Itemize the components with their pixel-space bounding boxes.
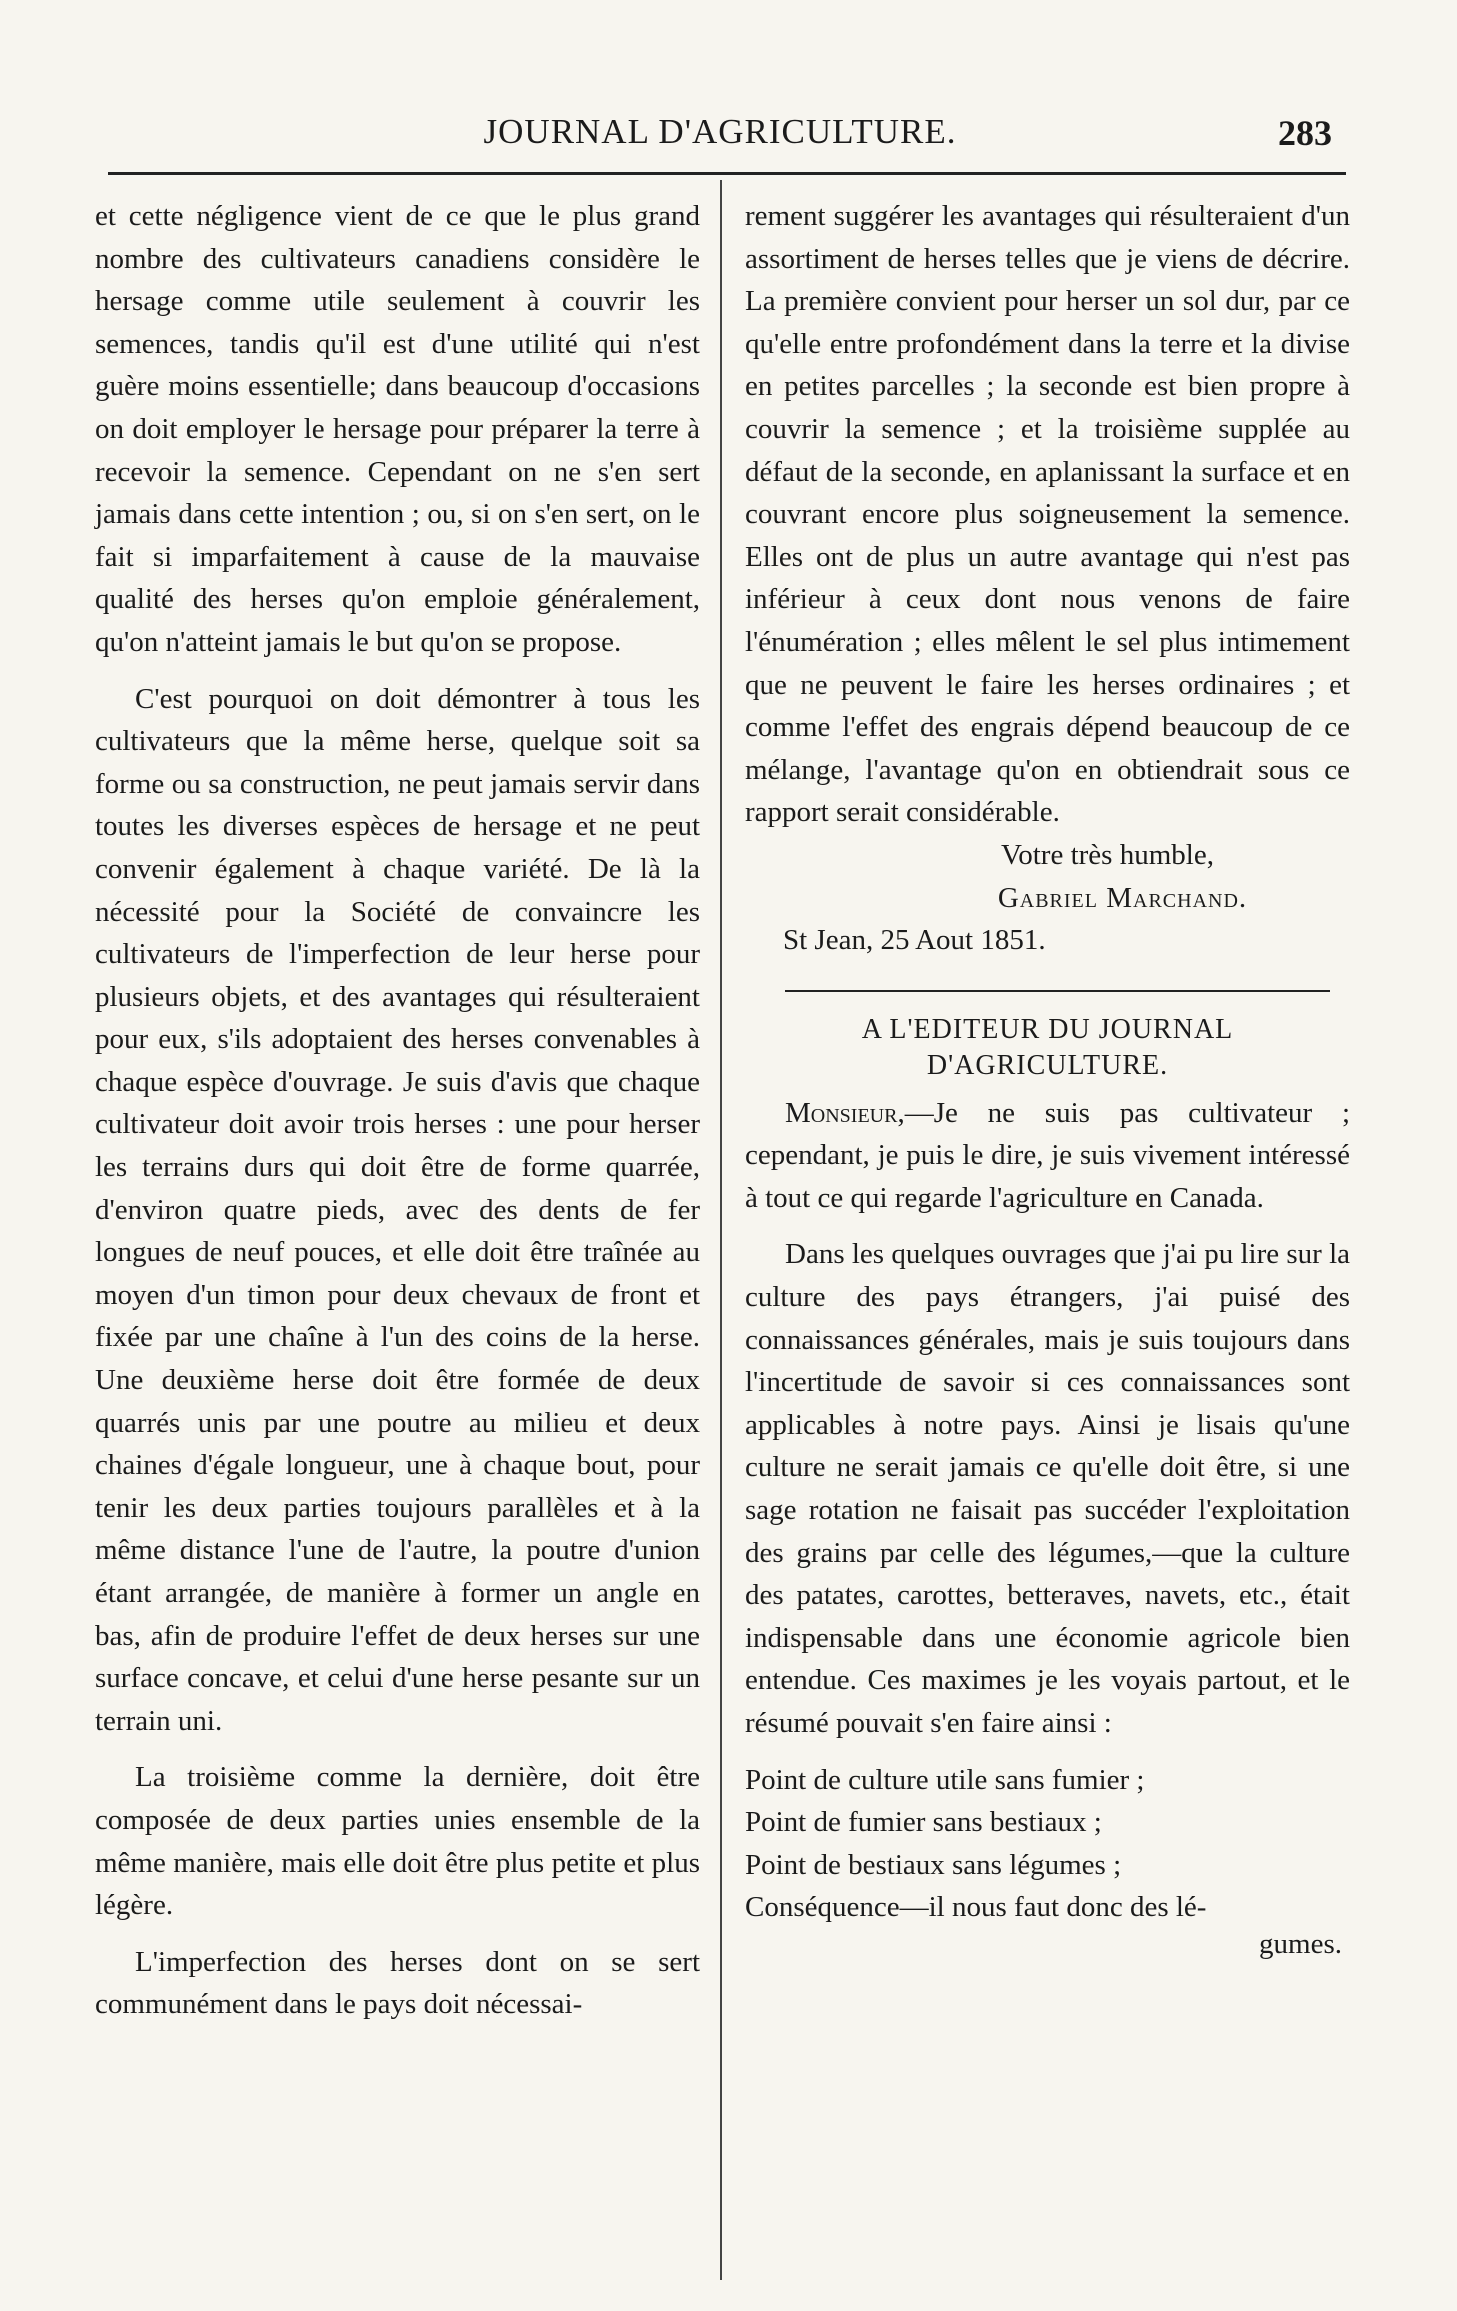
paragraph (745, 1092, 1350, 1220)
continued-word: gumes. (1259, 1927, 1342, 1960)
salutation: Monsieur, (785, 1096, 905, 1129)
right-column (745, 195, 1350, 1959)
page-number: 283 (1278, 113, 1332, 153)
column-divider (720, 180, 722, 2280)
paragraph: L'imperfection des herses dont on se sert communément dans le pays doit nécessai- (95, 1945, 700, 2021)
letter-closing (745, 834, 1350, 962)
paragraph: Dans les quelques ouvrages que j'ai pu lire sur la culture des pays étrangers, j'ai puisé des connaissances générales, mais je suis toujours dans l'incertitude de savoir si ces connaissances sont applicables à notre pays. Ainsi je lisais qu'une culture ne serait jamais ce qu'elle doit être, si une sage rotation ne faisait pas succéder l'exploitation des grains par celle des légumes,—que la culture des patates, carottes, betteraves, navets, etc., était indispensable dans une économie agricole bien entendue. Ces maximes je les voyais partout, et le résumé pouvait s'en faire ainsi : (745, 1238, 1350, 1739)
closing-line: Votre très humble, (1001, 838, 1214, 871)
maxim-line: Point de bestiaux sans légumes ; (745, 1848, 1122, 1881)
maxim-line: Conséquence—il nous faut donc des lé- (745, 1891, 1207, 1924)
section-rule (785, 990, 1330, 992)
paragraph: rement suggérer les avantages qui résulteraient d'un assortiment de herses telles que je viens de décrire. La première convient pour herser un sol dur, par ce qu'elle entre profondément dans la terre et la divise en petites parcelles ; la seconde est bien propre à couvrir la semence ; et la troisième supplée au défaut de la seconde, en aplanissant la surface et en couvrant encore plus soigneusement la semence. Elles ont de plus un autre avantage qui n'est pas inférieur à ceux dont nous venons de faire l'énumération ; elles mêlent le sel plus intimement que ne peuvent le faire les herses ordinaires ; et comme l'effet des engrais dépend beaucoup de ce mélange, l'avantage qu'on en obtiendrait sous ce rapport serait considérable. (745, 200, 1350, 829)
salutation-text: —Je ne suis pas cultivateur ; cependant, je puis le dire, je suis vivement intéressé à tout ce qui regarde l'agriculture en Canada. (745, 1096, 1350, 1214)
maxim-line: Point de culture utile sans fumier ; (745, 1763, 1145, 1796)
maxim-line: Point de fumier sans bestiaux ; (745, 1806, 1102, 1839)
running-head (100, 112, 1340, 162)
paragraph: C'est pourquoi on doit démontrer à tous les cultivateurs que la même herse, quelque soit sa forme ou sa construction, ne peut jamais servir dans toutes les diverses espèces de hersage et ne peut convenir également à chaque variété. De là la nécessité pour la Société de convaincre les cultivateurs de l'imperfection de leur herse pour plusieurs objets, et des avantages qui résulteraient pour eux, s'ils adoptaient des herses convenables à chaque espèce d'ouvrage. Je suis d'avis que chaque cultivateur doit avoir trois herses : une pour herser les terrains durs qui doit être de forme quarrée, d'environ quatre pieds, avec des dents de fer longues de neuf pouces, et elle doit être traînée au moyen d'un timon pour deux chevaux de front et fixée par une chaîne à l'un des coins de la herse. Une deuxième herse doit être formée de deux quarrés unis par une poutre au milieu et deux chaines d'égale longueur, une à chaque bout, pour tenir les deux parties toujours parallèles et à la même distance l'une de l'autre, la poutre d'union étant arrangée, de manière à former un angle en bas, afin de produire l'effet de deux herses sur une surface concave, et celui d'une herse pesante sur un terrain uni. (95, 682, 700, 1737)
maxims-list (745, 1759, 1350, 1959)
signature: Gabriel Marchand. (997, 881, 1248, 914)
running-title: JOURNAL D'AGRICULTURE. (483, 112, 957, 151)
paragraph: et cette négligence vient de ce que le plus grand nombre des cultivateurs canadiens considère le hersage comme utile seulement à couvrir les semences, tandis qu'il est d'une utilité qui n'est guère moins essentielle; dans beaucoup d'occasions on doit employer le hersage pour préparer la terre à recevoir la semence. Cependant on ne s'en sert jamais dans cette intention ; ou, si on s'en sert, on le fait si imparfaitement à cause de la mauvaise qualité des herses qu'on emploie généralement, qu'on n'atteint jamais le but qu'on se propose. (95, 200, 700, 658)
header-rule (108, 172, 1346, 175)
left-column (95, 195, 700, 2026)
section-heading: A L'EDITEUR DU JOURNAL D'AGRICULTURE. (861, 1013, 1234, 1081)
dateline: St Jean, 25 Aout 1851. (783, 924, 1046, 957)
paragraph: La troisième comme la dernière, doit être composée de deux parties unies ensemble de la même manière, mais elle doit être plus petite et plus légère. (95, 1761, 700, 1922)
